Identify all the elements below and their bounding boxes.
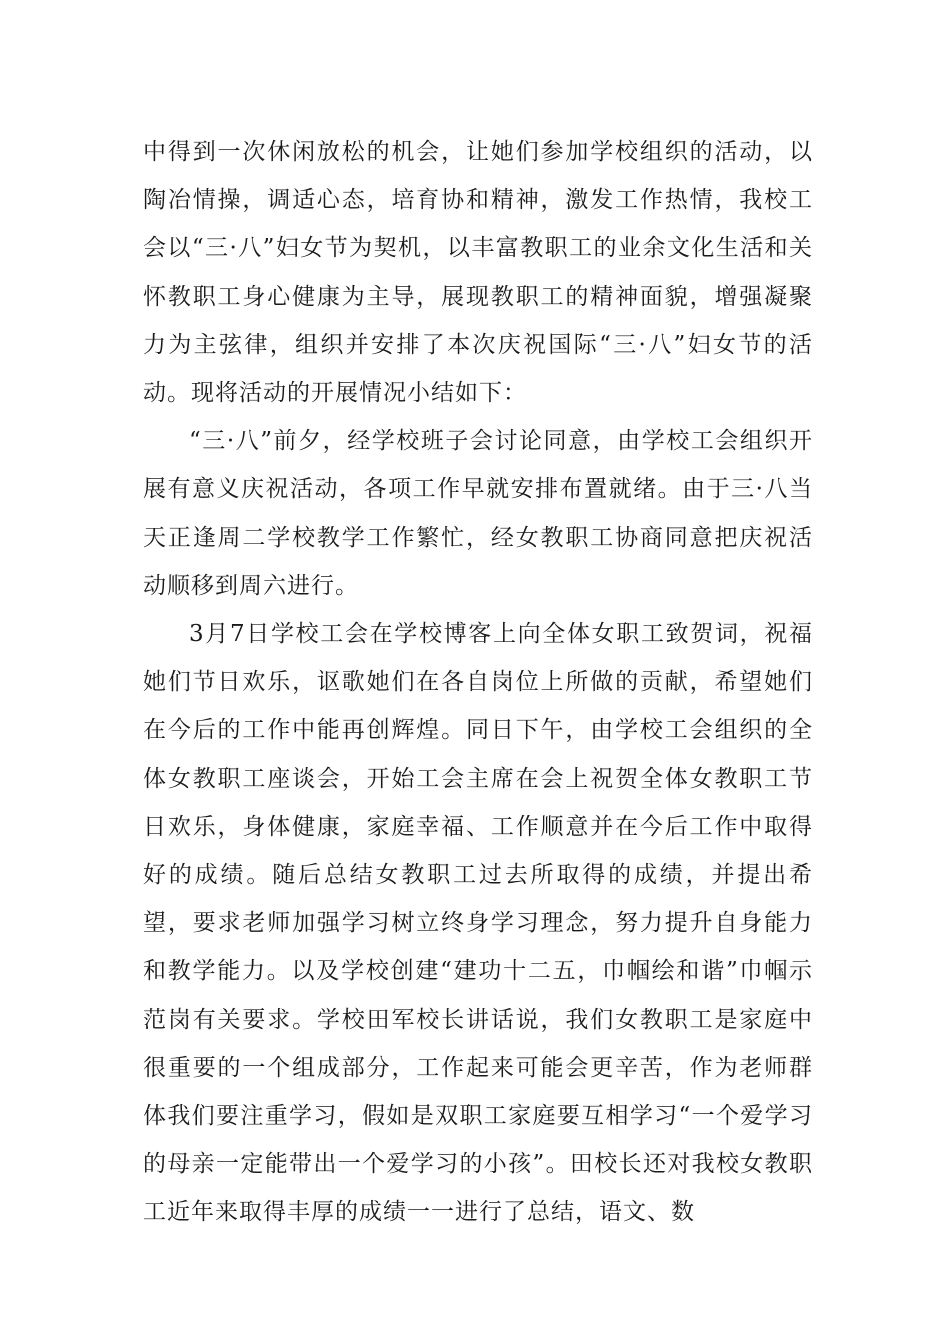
- document-body: [143, 128, 813, 1237]
- paragraph-3: 3月7日学校工会在学校博客上向全体女职工致贺词，祝福她们节日欢乐，讴歌她们在各自岗位上所做的贡献，希望她们在今后的工作中能再创辉煌。同日下午，由学校工会组织的全体女教职工座谈会，开始工会主席在会上祝贺全体女教职工节日欢乐，身体健康，家庭幸福、工作顺意并在今后工作中取得好的成绩。随后总结女教职工过去所取得的成绩，并提出希望，要求老师加强学习树立终身学习理念，努力提升自身能力和教学能力。以及学校创建“建功十二五，巾帼绘和谐”巾帼示范岗有关要求。学校田军校长讲话说，我们女教职工是家庭中很重要的一个组成部分，工作起来可能会更辛苦，作为老师群体我们要注重学习，假如是双职工家庭要互相学习“一个爱学习的母亲一定能带出一个爱学习的小孩”。田校长还对我校女教职工近年来取得丰厚的成绩一一进行了总结，语文、数: [143, 621, 813, 1226]
- paragraph-2: “三·八”前夕，经学校班子会讨论同意，由学校工会组织开展有意义庆祝活动，各项工作早就安排布置就绪。由于三·八当天正逢周二学校教学工作繁忙，经女教职工协商同意把庆祝活动顺移到周六进行。: [143, 428, 813, 599]
- paragraph-1: 中得到一次休闲放松的机会，让她们参加学校组织的活动，以陶冶情操，调适心态，培育协和精神，激发工作热情，我校工会以“三·八”妇女节为契机，以丰富教职工的业余文化生活和关怀教职工身心健康为主导，展现教职工的精神面貌，增强凝聚力为主弦律，组织并安排了本次庆祝国际“三·八”妇女节的活动。现将活动的开展情况小结如下：: [143, 139, 813, 407]
